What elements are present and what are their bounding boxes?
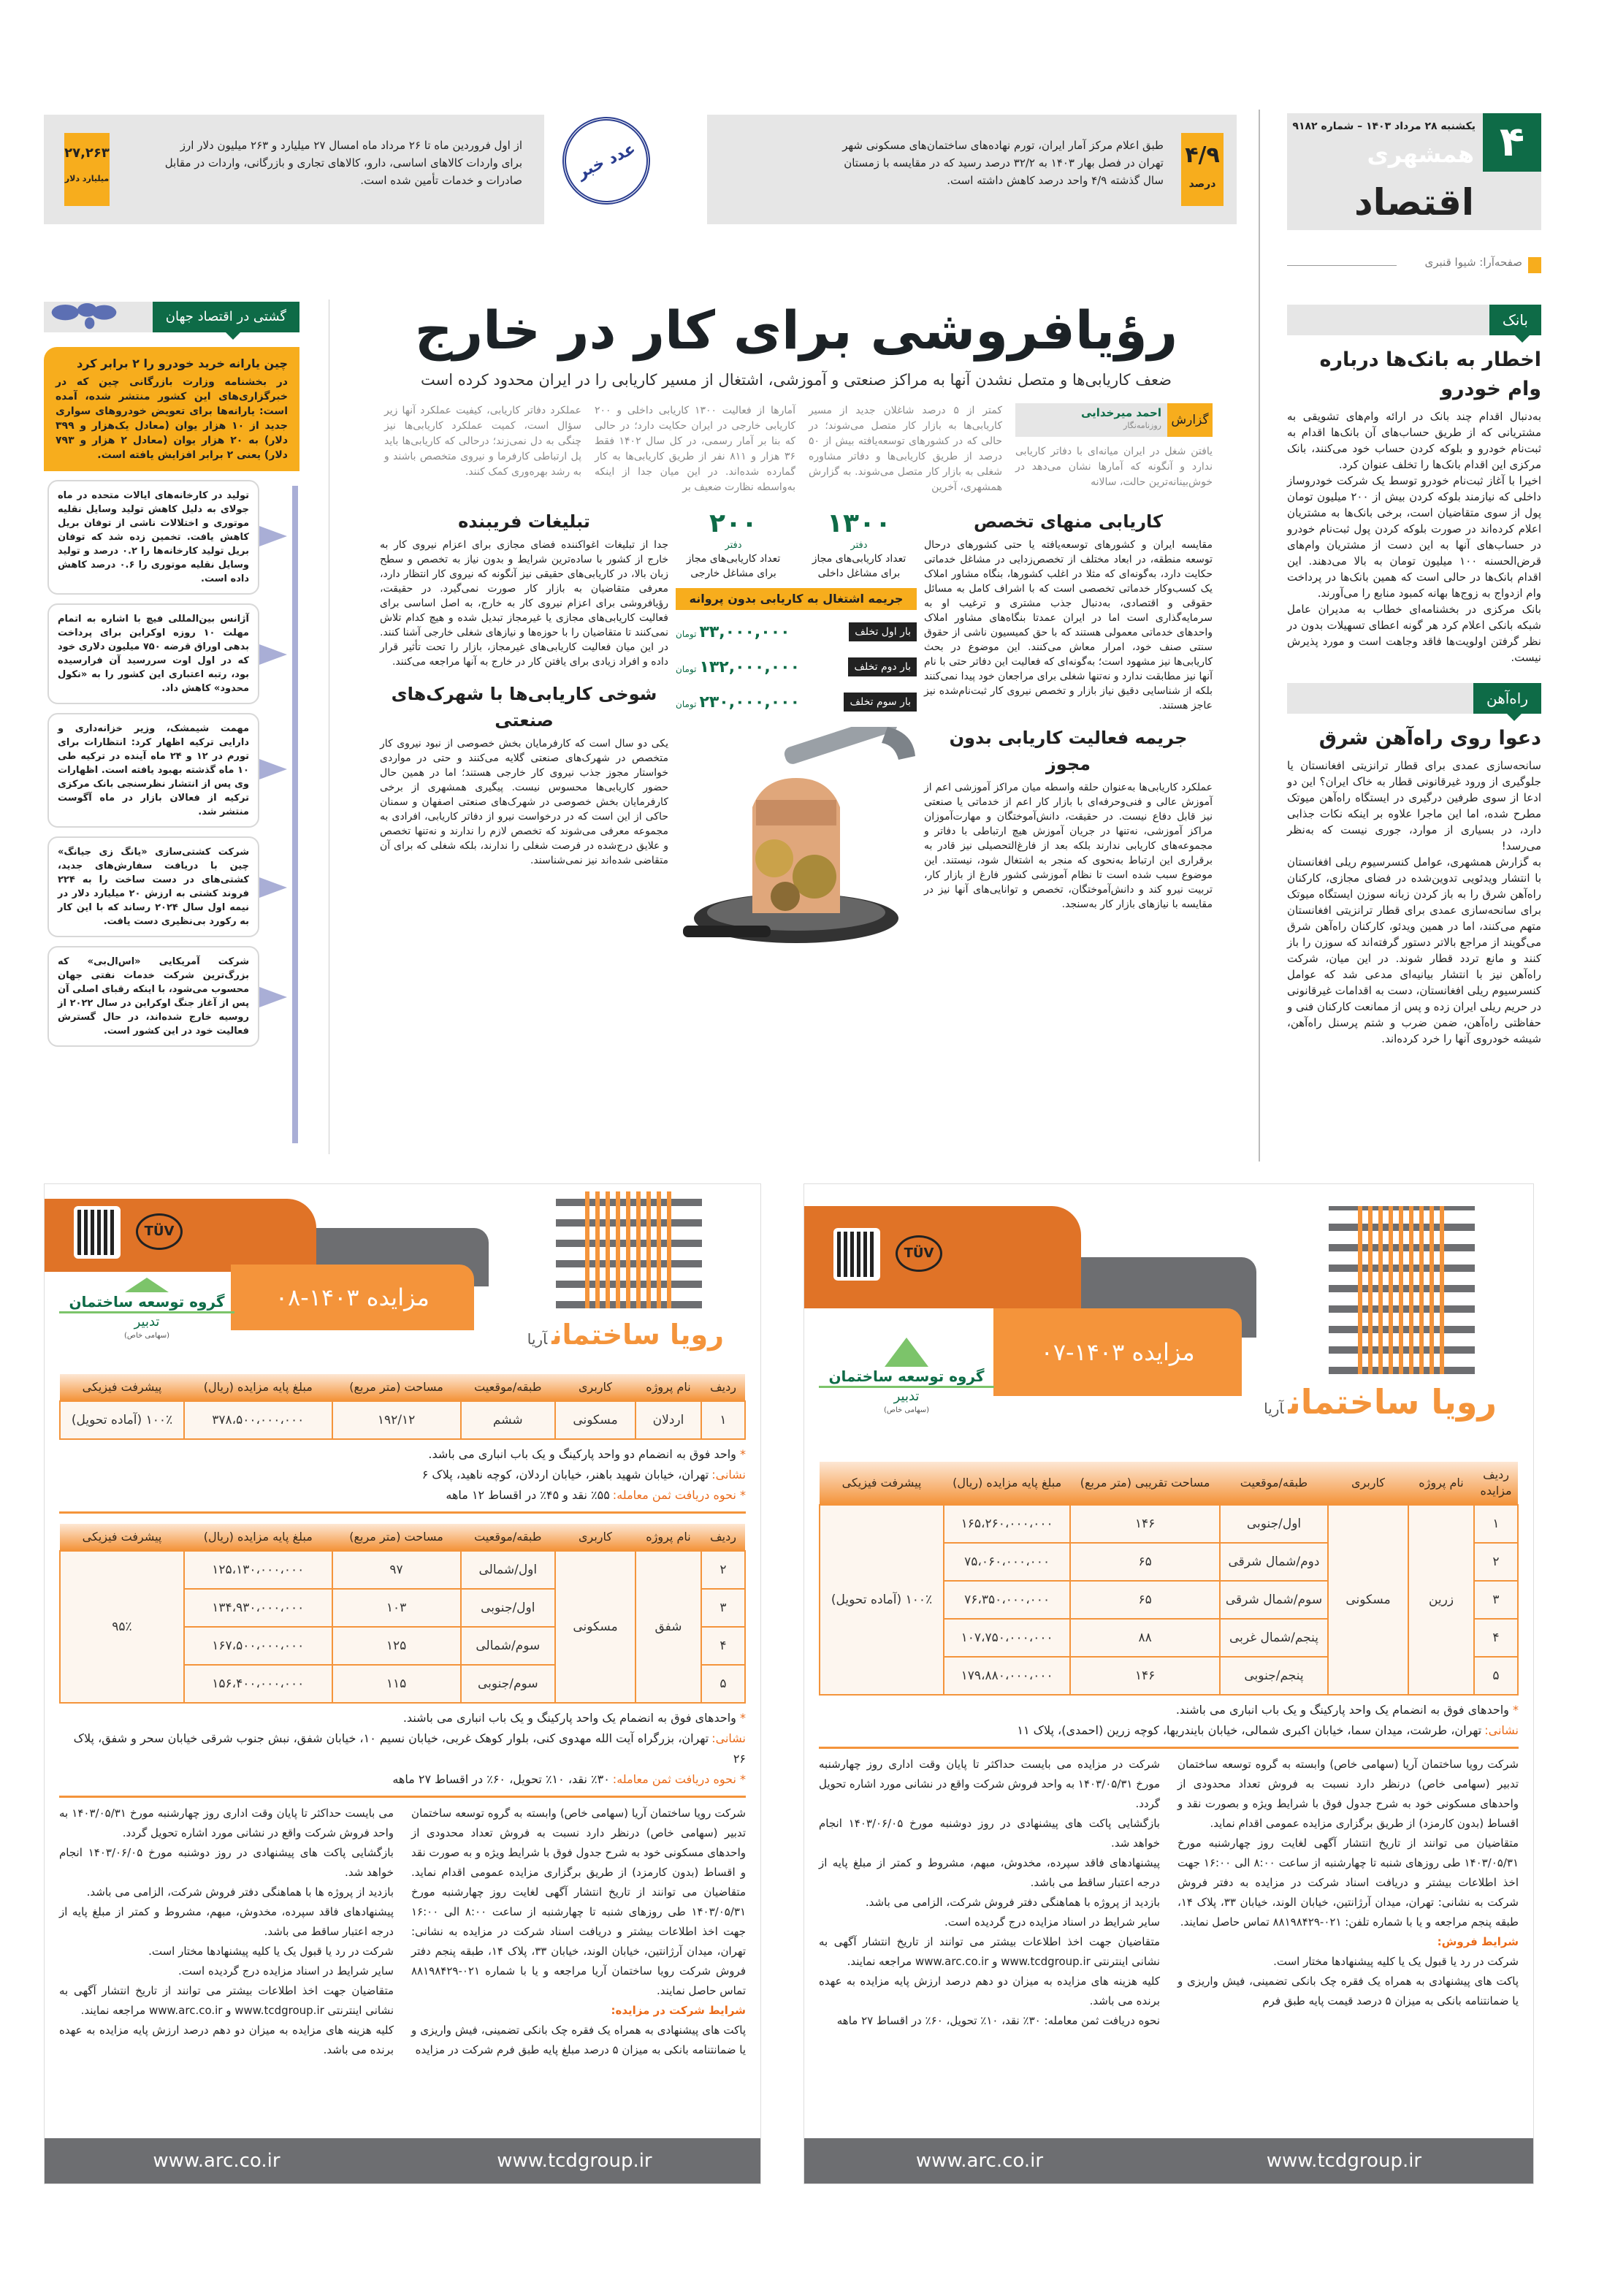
news-text: شرکت آمریکایی «اس‌ال‌بی» که بزرگ‌ترین شرکت خدمات نفتی جهان محسوب می‌شود، با اینکه رقبای اصلی آن پس از آغاز جنگ اوکراین در سال ۲۰۲۲ از روسیه خارج شده‌اند، در حال گسترش فعالیت خود در این کشور است. — [58, 956, 249, 1037]
auction-ad-1403-07 — [804, 1183, 1534, 2184]
feature-box — [44, 347, 299, 471]
table-note — [819, 1700, 1519, 1720]
paragraph: سانحه‌سازی عمدی برای قطار ترانزیتی افغانستان یا جلوگیری از ورود غیرقانونی قطار به خاک ایران؟ این دو ادعا از سوی طرفین درگیری در ایستگاه راه‌آهن میوتک مطرح شده، اما این ماجرا علاوه بر اینکه نکات جذابی دارد، در بسیاری از موارد، جوری نیست که به‌نظر می‌رسد! — [1287, 759, 1541, 853]
terms-paragraph: شرایط شرکت در مزایده: — [611, 2004, 746, 2017]
floor-position: پنجم/شمال غربی — [1220, 1619, 1328, 1657]
column-header: مساحت (متر مربع) — [332, 1524, 461, 1551]
usage: مسکونی — [1328, 1505, 1408, 1695]
ad-terms — [59, 1804, 746, 2060]
divider — [59, 1796, 746, 1798]
base-price: ۱۳۴،۹۳۰،۰۰۰،۰۰۰ — [184, 1589, 332, 1627]
column-header: مساحت تقریبی (متر مربع) — [1070, 1462, 1220, 1505]
terms-paragraph: متقاضیان جهت اخذ اطلاعات بیشتر می توانند از تاریخ انتشار آگهی به نشانی اینترنتی www.tcdgroup.ir و www.arc.co.ir مراجعه نمایند. — [59, 1984, 394, 2017]
project-name: زرین — [1408, 1505, 1474, 1695]
stat-unit: میلیارد دلار — [64, 174, 110, 183]
address-label: نشانی: — [711, 1731, 746, 1745]
terms-paragraph: بازدید از پروژه ها با هماهنگی دفتر فروش شرکت، الزامی می باشد. — [86, 1885, 394, 1899]
terms-paragraph: شرکت در مزایده می بایست حداکثر تا پایان وقت اداری روز چهارشنبه مورخ ۱۴۰۳/۰۵/۳۱ به واحد فروش شرکت واقع در نشانی مورد اشاره تحویل گردد. — [819, 1758, 1160, 1810]
base-price: ۱۵۶،۴۰۰،۰۰۰،۰۰۰ — [184, 1665, 332, 1703]
physical-progress: ۱۰۰٪ (آماده تحویل) — [60, 1401, 184, 1439]
address — [819, 1720, 1519, 1741]
fine-row — [676, 684, 917, 720]
page-number: ۴ — [1483, 113, 1541, 172]
tuv-text: TÜV — [904, 1246, 934, 1261]
table-header-row — [820, 1462, 1518, 1505]
article-kind: گزارش — [1167, 403, 1213, 437]
stat-unit: درصد — [1188, 178, 1216, 190]
partner-triangle-icon — [885, 1338, 928, 1367]
address-text: تهران، طرشت، میدان سما، خیابان اکبری شمالی، خیابان بایندریها، کوچه زرین (احمدی)، پلاک ۱۱ — [1017, 1723, 1482, 1737]
table-row — [60, 1401, 745, 1439]
news-text: آژانس بین‌المللی فیچ با اشاره به اتمام مهلت ۱۰ روزه اوکراین برای پرداخت بدهی اوراق قرضه ۷۵۰ میلیون دلاری خود که در اول اوت سررسید آن فرارسیده بود، رتبه اعتباری این کشور را به «نکول محدود» کاهش داد. — [58, 614, 250, 694]
article-headline: رؤیافروشی برای کار در خارج — [414, 300, 1178, 361]
column-header: پیشرفت فیزیکی — [60, 1524, 184, 1551]
section-header-rail — [1287, 683, 1541, 714]
column-header: ردیف — [701, 1524, 745, 1551]
section-tag: راه‌آهن — [1473, 683, 1541, 714]
section-body: عملکرد کاریابی‌ها به‌عنوان حلقه واسطه میان مراکز آموزشی اعم از آموزش عالی و فنی‌وحرفه‌ای با بازار کار اعم از خدماتی یا صنعتی نیز قابل دفاع نیست. در حقیقت، دانش‌آموختگان و مهارت‌آموزان مراکز آموزشی، نه‌تنها در جریان آموزش هیچ ارتباطی با دفاتر و مجموعه‌های کاریابی ندارند بلکه بعد از فارغ‌التحصیلی نیز قادر به برقراری این ارتباط به‌نحوی که منجر به اشتغال شود، نیستند. این موضوع سبب شده است تا نظام آموزشی کشور فارغ از بازار کار، تربیت نیرو کند و دانش‌آموختگان، تخصص و توانایی‌های آنها نیز در مقایسه با نیازهای بازار کار به‌سنجد. — [924, 782, 1213, 910]
area: ۱۴۶ — [1070, 1657, 1220, 1695]
author-box — [1015, 403, 1167, 437]
section-title: اقتصاد — [1354, 181, 1474, 224]
payment-text: ۳۰٪ نقد، ۱۰٪ تحویل، ۶۰٪ در اقساط ۲۷ ماهه — [392, 1772, 610, 1786]
main-article — [380, 292, 1213, 946]
news-item — [47, 603, 259, 704]
article-subtitle: ضعف کاریابی‌ها و متصل نشدن آنها به مراکز صنعتی و آموزشی، اشتغال از مسیر کاریابی را در ایران محدود کرده است — [421, 371, 1172, 389]
column-header: مبلغ پایه مزایده (ریال) — [184, 1374, 332, 1401]
stat-label: تعداد کاریابی‌های مجاز برای مشاغل خارجی — [686, 553, 781, 579]
fine-amount: ۱۳۲,۰۰۰,۰۰۰ — [699, 657, 801, 676]
paragraph: به گزارش همشهری، عوامل کنسرسیوم ریلی افغانستان با انتشار ویدئویی تدوین‌شده در فضای مجازی، کارکنان راه‌آهن شرق را به باز کردن زبانه سوزن ایستگاه میوتک برای سانحه‌سازی عمدی برای قطار ترانزیتی افغانستان متهم می‌کنند، اما در همین ویدئو، کارکنان راه‌آهن شرق می‌گویند از مراجع بالاتر دستور گرفته‌اند که سوزن را باز کنند و مانع تردد قطار شوند. در این میان، شرکت راه‌آهن نیز با انتشار بیانیه‌ای مدعی شد که عوامل کنسرسیوم ریلی افغانستان، دست به اقدامات غیرقانونی در حریم ریلی ایران زده و پس از ممانعت کارکنان فنی و حفاظتی راه‌آهن، ضمن ضرب و شتم پرسنل راه‌آهن، شیشه خودروی آنها را خرد کرده‌اند. — [1287, 855, 1541, 1045]
stat-number: ۱۳۰۰ — [827, 508, 891, 538]
partner-triangle-icon — [125, 1278, 169, 1292]
article-left-column — [380, 504, 668, 946]
paragraph: بانک مرکزی در بخشنامه‌ای خطاب به مدیران عامل شبکه بانکی اعلام کرد هر گونه اعطای تسهیلات بدون در نظر گرفتن اولویت‌ها فاقد وجاهت است و مورد پذیرش نیست. — [1287, 603, 1541, 664]
stat-domestic — [801, 508, 917, 581]
fine-amount: ۳۳,۰۰۰,۰۰۰ — [699, 622, 790, 641]
news-text: تولید در کارخانه‌های ایالات متحده در ماه جولای به دلیل کاهش تولید وسایل نقلیه موتوری و اختلالات ناشی از توفان بریل کاهش یافت. تخمین زده شد که توفان بریل تولید کارخانه‌ها را ۰.۲ درصد و تولید وسایل نقلیه موتوری را ۰.۶ درصد کاهش داده است. — [58, 490, 249, 584]
area: ۶۵ — [1070, 1543, 1220, 1581]
terms-paragraph: بازگشایی پاکت های پیشنهادی در روز دوشنبه مورخ ۱۴۰۳/۰۶/۰۵ انجام خواهد شد. — [819, 1817, 1160, 1850]
partner-name: گروه توسعه ساختمان — [828, 1368, 985, 1385]
stat-value-box — [64, 133, 110, 206]
section-header-bank — [1287, 305, 1541, 335]
footer-link[interactable]: www.tcdgroup.ir — [1266, 2150, 1422, 2172]
floor-position: سوم/شمال شرقی — [1220, 1581, 1328, 1619]
rail-headline: دعوا روی راه‌آهن شرق — [1318, 727, 1541, 750]
news-text: مهمت شیمشک، وزیر خزانه‌داری و دارایی ترکیه اظهار کرد: انتظارات برای تورم در ۱۲ و ۲۴ ماه آینده در ترکیه طی ۱۰ ماه گذشته بهبود یافته است. اظهارات وی پس از انتشار نظرسنجی بانک مرکزی ترکیه از فعالان بازار در ماه آگوست منتشر شد. — [58, 723, 249, 817]
terms-paragraph: پاکت های پیشنهادی به همراه یک فقره چک بانکی تضمینی، فیش واریزی و یا ضمانتنامه بانکی به میزان ۵ درصد قیمت پایه طبق فرم — [1177, 1975, 1519, 2007]
column-header: ردیف — [701, 1374, 745, 1401]
terms-paragraph: شرایط فروش: — [1437, 1935, 1519, 1948]
footer-link[interactable]: www.arc.co.ir — [915, 2150, 1044, 2172]
stat-label: تعداد کاریابی‌های مجاز برای مشاغل داخلی — [812, 553, 906, 579]
table-note — [59, 1708, 746, 1728]
base-price: ۱۲۵،۱۳۰،۰۰۰،۰۰۰ — [184, 1551, 332, 1589]
brand-name: رویا ساختمان — [1288, 1382, 1497, 1422]
base-price: ۷۶،۳۵۰،۰۰۰،۰۰۰ — [944, 1581, 1070, 1619]
row-number: ۴ — [1474, 1619, 1518, 1657]
layout-credit-text: صفحه‌آرا: شیوا قنبری — [1424, 256, 1522, 269]
area: ۱۴۶ — [1070, 1505, 1220, 1543]
byline — [1015, 403, 1213, 437]
floor-position: اول/جنوبی — [461, 1589, 555, 1627]
ad-footer — [45, 2138, 760, 2184]
infographic-stats — [676, 508, 917, 581]
paragraph: به‌دنبال اقدام چند بانک در ارائه وام‌های تشویقی به مشتریانی که از طریق حساب‌های آن بانک‌ها اقدام به ثبت‌نام خودرو و بلوکه کردن حساب خود می‌کنند، بانک مرکزی این اقدام بانک‌ها را تخلف عنوان کرد. — [1287, 410, 1541, 471]
bank-headline: اخطار به بانک‌ها درباره وام خودرو — [1319, 348, 1541, 400]
paper-logo: همشهری — [1367, 140, 1474, 168]
payment-terms — [59, 1485, 746, 1506]
stat-value: ۴/۹ — [1185, 142, 1220, 168]
brand-name-group — [527, 1314, 724, 1361]
section-body: یکی دو سال است که کارفرمایان بخش خصوصی از نبود نیروی کار متخصص در شهرک‌های صنعتی گلایه می‌کنند و حتی در مواردی خواستار مجوز جذب نیروی کار خارجی هستند؛ اما در همین حال حضور کاریابی‌ها محسوس نیست. پیگیری همشهری از برخی کارفرمایان بخش خصوصی در شهرک‌های صنعتی اصفهان و سمنان حاکی از این است که در درخواست نیرو از دفاتر کاریابی، افرادی به مجموعه معرفی می‌شوند که تخصص لازم را ندارند و نه‌تنها تخصص و علایق درج‌شده در فرصت شغلی را ندارند، بلکه شغلی که برای آن متقاضی شده‌اند نیز نمی‌شناسند. — [380, 738, 668, 866]
terms-paragraph: شرکت در رد یا قبول یک یا کلیه پیشنهادها مختار است. — [1273, 1955, 1519, 1968]
star-icon: * — [736, 1772, 746, 1786]
terms-column — [819, 1755, 1160, 2031]
terms-paragraph: کلیه هزینه های مزایده به میزان دو دهم درصد ارزش پایه مزایده به عهده برنده می باشد. — [819, 1975, 1160, 2007]
terms-paragraph: بازگشایی پاکت های پیشنهادی در روز دوشنبه مورخ ۱۴۰۳/۰۶/۰۵ انجام خواهد شد. — [59, 1846, 394, 1879]
stat-text: از اول فروردین ماه تا ۲۶ مرداد ماه امسال ۲۷ میلیارد و ۲۶۳ میلیون دلار ارز برای واردات کالاهای اساسی، دارو، کالاهای تجاری و بازرگانی، واردات در مقابل صادرات و خدمات تأمین شده است. — [164, 139, 522, 187]
row-number: ۲ — [701, 1551, 745, 1589]
stat-text: طبق اعلام مرکز آمار ایران، تورم نهاده‌های ساختمان‌های مسکونی شهر تهران در فصل بهار ۱۴۰۳ به ۳۲/۲ درصد رسید که در مقایسه با زمستان سال گذشته ۴/۹ واحد درصد کاهش داشته است. — [842, 139, 1164, 187]
fine-unit: تومان — [676, 698, 697, 709]
row-number: ۲ — [1474, 1543, 1518, 1581]
terms-paragraph: می بایست حداکثر تا پایان وقت اداری روز چهارشنبه مورخ ۱۴۰۳/۰۵/۳۱ به واحد فروش شرکت واقع در نشانی مورد اشاره تحویل گردد. — [59, 1807, 394, 1839]
world-map-icon — [48, 293, 121, 337]
ad-body — [819, 1462, 1519, 2031]
ad-footer — [804, 2138, 1533, 2184]
section-body: جدا از تبلیغات اغواکننده فضای مجازی برای اعزام نیروی کار به خارج از کشور با ساده‌ترین شرایط و بدون نیاز به تخصص و سطح زبان بالا، در کاریابی‌های حقیقی نیز آنگونه که نیروی کار انتظار دارد، معرفی متقاضیان به بازار کار صورت نمی‌گیرد. در حقیقت، رؤیافروشی برای اعزام نیروی کار به خارج، به اصل اساسی برای فعالیت کاریابی‌های مجازی یا غیرمجاز تبدیل شده و هیچ کدام تلاش نمی‌کنند تا متقاضیان را با حوزه‌ها و نیازهای شغلی خارجی آشنا کنند. در این میان فعالیت کاریابی‌های غیرمجاز، بازار را تحت تأثیر قرار داده و افراد زیادی برای یافتن کار در خارج به آنها مراجعه می‌کنند. — [380, 539, 668, 668]
partner-logo — [819, 1338, 994, 1415]
auction-table — [59, 1374, 746, 1440]
row-number: ۳ — [1474, 1581, 1518, 1619]
brand-name: رویا ساختمان — [551, 1319, 724, 1351]
stamp-text: عدد خبر — [574, 139, 638, 183]
fine-title: جریمه اشتغال به کاریابی بدون پروانه — [676, 588, 917, 610]
terms-column — [1177, 1755, 1519, 2031]
column-header: مبلغ پایه مزایده (ریال) — [184, 1524, 332, 1551]
star-icon: * — [736, 1447, 746, 1461]
star-icon: * — [736, 1711, 746, 1725]
stat-unit: دفتر — [850, 540, 868, 551]
fine-row — [676, 614, 917, 649]
masthead — [1287, 113, 1541, 230]
terms-paragraph: سایر شرایط در اسناد مزایده درج گردیده است. — [944, 1915, 1160, 1929]
wrench-hand-illustration — [676, 727, 917, 946]
stat-foreign — [676, 508, 791, 581]
partner-sub: تدبیر — [819, 1386, 994, 1406]
brand-sub: آریا — [527, 1330, 548, 1348]
tuv-cert-logo — [136, 1213, 183, 1250]
column-header: مبلغ پایه مزایده (ریال) — [944, 1462, 1070, 1505]
fine-amount-group — [676, 658, 800, 676]
floor-position: ششم — [461, 1401, 555, 1439]
news-item — [47, 836, 259, 937]
article-columns — [380, 504, 1213, 946]
payment-text: ۵۵٪ نقد و ۴۵٪ در اقساط ۱۲ ماهه — [446, 1488, 610, 1502]
news-item — [47, 480, 259, 595]
floor-position: پنجم/جنوبی — [1220, 1657, 1328, 1695]
terms-paragraph: پیشنهادهای فاقد سپرده، مخدوش، مبهم، مشروط و کمتر از مبلغ پایه از درجه اعتبار ساقط می باشد. — [59, 1905, 394, 1938]
floor-position: سوم/شمالی — [461, 1627, 555, 1665]
stat-value-box — [1181, 133, 1224, 206]
article-right-column — [924, 504, 1213, 946]
column-header: کاربری — [555, 1524, 635, 1551]
area: ۱۰۳ — [332, 1589, 461, 1627]
auction-title: مزایده ۱۴۰۳-۰۷ — [1040, 1338, 1195, 1366]
infographic — [676, 504, 917, 720]
footer-link[interactable]: www.arc.co.ir — [153, 2150, 280, 2172]
usage: مسکونی — [555, 1551, 635, 1703]
feature-body: در بخشنامه وزارت بازرگانی چین که در خبرگزاری‌های این کشور منتشر شده، آمده است: یارانه‌ها برای تعویض خودروهای سواری جدید از ۱۰ هزار یوان (معادل یک‌هزار و ۳۹۹ دلار) به ۲۰ هزار یوان (معادل ۲ هزار و ۷۹۳ دلار) یعنی ۲ برابر افزایش یافته است. — [56, 376, 288, 461]
rail-body — [1287, 758, 1541, 1047]
partner-note: (سهامی خاص) — [123, 1332, 170, 1340]
column-header: ردیف مزایده — [1474, 1462, 1518, 1505]
base-price: ۳۷۸،۵۰۰،۰۰۰،۰۰۰ — [184, 1401, 332, 1439]
section-heading: شوخی کاریابی‌ها با شهرک‌های صنعتی — [391, 684, 657, 731]
section-body: مقایسه ایران و کشورهای توسعه‌یافته یا حتی کشورهای درحال توسعه منطقه، در ابعاد مختلف از تخصص‌زدایی در مشاغل خدماتی حکایت دارد، به‌گونه‌ای که مثلا در اغلب کشورها، بنگاه مشاور املاک یک کسب‌وکار خدماتی تخصصی است که با اشراف کامل به مسائل حقوقی و اقتصادی، به‌دنبال جذب مشتری و ترغیب او به سرمایه‌گذاری است اما در ایران عمدتا بنگاه‌های مشاور املاک واحدهای خدماتی معمولی هستند که با حق کمیسیون ناشی از حقوق سنتی صنف خود، امرار معاش می‌کنند. این موضوع در بحث کاریابی‌ها نیز مشهود است؛ به‌گونه‌ای که فعالیت این دفاتر حتی با نام آنها نیز مطابقت ندارد و نه‌تنها شغلی برای مراجعان خود پیدا نمی‌کنند بلکه از شناسایی دقیق نیاز بازار و تخصص نیروی کار ثبت‌نام‌شده نیز عاجز هستند. — [924, 539, 1213, 712]
issue-date: یکشنبه ۲۸ مرداد ۱۴۰۳ – شماره ۹۱۸۲ — [1292, 121, 1476, 132]
author-name: احمد میرخدایی — [1080, 406, 1161, 419]
auction-title-band — [993, 1308, 1241, 1396]
column-header: طبقه/موقعیت — [461, 1524, 555, 1551]
stat-number: ۲۰۰ — [709, 508, 757, 538]
fine-label: بار سوم تخلف — [844, 693, 917, 712]
auction-ad-1403-08 — [44, 1183, 761, 2184]
ad-body — [59, 1374, 746, 2060]
terms-paragraph: متقاضیان می توانند از تاریخ انتشار آگهی لغایت روز چهارشنبه مورخ ۱۴۰۳/۰۵/۳۱ طی روزهای شنبه تا چهارشنبه از ساعت ۸:۰۰ الی ۱۶:۰۰ جهت اخذ اطلاعات بیشتر و دریافت اسناد شرکت در مزایده به دفتر فروش شرکت به نشانی: تهران، میدان آرژانتین، خیابان الوند، خیابان ۳۳، پلاک ۱۴، طبقه پنجم مراجعه و یا با شماره تلفن: ۰۲۱-۸۸۱۹۸۴۲۹ تماس حاصل نمایند. — [1177, 1837, 1519, 1929]
table-row — [60, 1551, 745, 1589]
area: ۹۷ — [332, 1551, 461, 1589]
footer-link[interactable]: www.tcdgroup.ir — [497, 2150, 652, 2172]
lead-paragraph: آمارها از فعالیت ۱۳۰۰ کاریابی داخلی و ۲۰۰ کاریابی خارجی در ایران حکایت دارد؛ در حالی که بنا بر آمار رسمی، در کل سال ۱۴۰۲ فقط ۳۶ هزار و ۸۱۱ نفر از طریق کاریابی‌ها به کار گمارده شده‌اند. در این میان جدا از اینکه به‌واسطه نظارت ضعیف بر — [595, 405, 796, 493]
bank-body — [1287, 408, 1541, 665]
column-header: مساحت (متر مربع) — [332, 1374, 461, 1401]
note-text: واحدهای فوق به انضمام یک واحد پارکینگ و یک باب انباری می باشند. — [402, 1711, 736, 1725]
building-icon — [556, 1191, 702, 1308]
brand-logo — [1264, 1206, 1511, 1447]
lead-paragraph: عملکرد دفاتر کاریابی، کیفیت عملکرد آنها زیر سؤال است، کمیت عملکرد کاریابی‌ها نیز چنگی به دل نمی‌زند؛ درحالی که کاریابی‌ها باید پل ارتباطی کارفرما و نیروی متخصص باشند و به رشد بهره‌وری کمک کنند. — [384, 405, 581, 478]
area: ۱۲۵ — [332, 1627, 461, 1665]
stamp-label — [548, 102, 664, 218]
article-center-column — [676, 504, 917, 946]
payment-label: نحوه دریافت ثمن معامله: — [612, 1488, 736, 1502]
physical-progress: ۱۰۰٪ (آماده تحویل) — [820, 1505, 944, 1695]
star-icon: * — [1508, 1703, 1519, 1717]
column-header: کاربری — [1328, 1462, 1408, 1505]
physical-progress: ۹۵٪ — [60, 1551, 184, 1703]
terms-paragraph: سایر شرایط در اسناد مزایده درج گردیده است. — [178, 1964, 394, 1977]
auction-title: مزایده ۱۴۰۳-۰۸ — [275, 1284, 430, 1311]
fine-amount-group — [676, 623, 790, 641]
fine-amount-group — [676, 693, 800, 712]
fine-label: بار دوم تخلف — [848, 657, 917, 676]
auction-title-band — [231, 1265, 474, 1330]
area: ۱۱۵ — [332, 1665, 461, 1703]
payment-terms — [59, 1769, 746, 1790]
payment-label: نحوه دریافت ثمن معامله: — [612, 1772, 736, 1786]
address-label: نشانی: — [711, 1468, 746, 1481]
terms-paragraph: بازدید از پروژه با هماهنگی دفتر فروش شرکت، الزامی می باشد. — [865, 1896, 1160, 1909]
terms-paragraph: شرکت رویا ساختمان آریا (سهامی خاص) وابسته به گروه توسعه ساختمان تدبیر (سهامی خاص) درنظر دارد نسبت به فروش تعداد محدودی از واحدهای مسکونی خود به شرح جدول فوق با شرایط ویژه و به صورت نقد و اقساط (بدون کارمزد) از طریق برگزاری مزایده عمومی اقدام نماید. متقاضیان می توانند از تاریخ انتشار آگهی لغایت روز چهارشنبه مورخ ۱۴۰۳/۰۵/۳۱ طی روزهای شنبه تا چهارشنبه از ساعت ۸:۰۰ الی ۱۶:۰۰ جهت اخذ اطلاعات بیشتر و دریافت اسناد شرکت در مزایده به نشانی: تهران، میدان آرژانتین، خیابان الوند، خیابان ۳۳، پلاک ۱۴، طبقه پنجم دفتر فروش شرکت رویا ساختمان آریا مراجعه و یا با شماره ۰۲۱-۸۸۱۹۸۴۲۹ تماس حاصل نمایند. — [411, 1807, 747, 1997]
column-header: پیشرفت فیزیکی — [820, 1462, 944, 1505]
column-header: طبقه/موقعیت — [461, 1374, 555, 1401]
address — [59, 1728, 746, 1769]
note-text: واحدهای فوق به انضمام یک واحد پارکینگ و یک باب انباری می باشند. — [1175, 1703, 1509, 1717]
right-sidebar — [1287, 305, 1541, 1047]
terms-paragraph: نحوه دریافت ثمن معامله: ۳۰٪ نقد، ۱۰٪ تحویل، ۶۰٪ در اقساط ۲۷ ماهه — [836, 2014, 1160, 2027]
author-role: روزنامه‌نگار — [1123, 421, 1161, 430]
base-price: ۱۰۷،۷۵۰،۰۰۰،۰۰۰ — [944, 1619, 1070, 1657]
ad-header — [45, 1184, 760, 1367]
divider — [819, 1747, 1519, 1749]
fine-label: بار اول تخلف — [849, 622, 917, 641]
stat-value: ۲۷,۲۶۳ — [64, 145, 110, 161]
lead-columns — [380, 403, 1213, 495]
terms-paragraph: شرکت در رد یا قبول یک یا کلیه پیشنهادها مختار است. — [148, 1945, 394, 1958]
building-icon — [1329, 1206, 1475, 1374]
partner-name: گروه توسعه ساختمان — [69, 1293, 225, 1311]
fine-unit: تومان — [676, 628, 697, 639]
partner-sub: تدبیر — [59, 1311, 234, 1331]
fines-list — [676, 614, 917, 720]
area: ۶۵ — [1070, 1581, 1220, 1619]
ad-terms — [819, 1755, 1519, 2031]
stat-box-housing — [707, 115, 1237, 224]
column-header: طبقه/موقعیت — [1220, 1462, 1328, 1505]
section-header-world — [44, 302, 299, 332]
qr-code-icon — [833, 1228, 880, 1281]
row-number: ۳ — [701, 1589, 745, 1627]
star-icon: * — [736, 1488, 746, 1502]
section-tag: گشتی در اقتصاد جهان — [153, 302, 299, 332]
brand-logo — [519, 1191, 738, 1363]
column-header: نام پروژه — [635, 1524, 701, 1551]
news-item — [47, 946, 259, 1047]
lead-paragraph: کمتر از ۵ درصد شاغلان جدید از مسیر کاریابی‌ها به بازار کار متصل می‌شوند؛ در حالی که در کشورهای توسعه‌یافته بیش از ۵۰ درصد از طریق کاریابی‌ها و دفاتر مشاوره شغلی به بازار کار متصل می‌شوند. به گزارش همشهری، آخرین — [809, 405, 1002, 493]
lead-paragraph: یافتن شغل در ایران میانه‌ای با دفاتر کاریابی ندارد و آنگونه که آمارها نشان می‌دهد در خوش‌بینانه‌ترین حالت، سالانه — [1015, 446, 1213, 488]
address-label: نشانی: — [1484, 1723, 1519, 1737]
left-sidebar — [44, 302, 299, 1047]
project-name: شفق — [635, 1551, 701, 1703]
usage: مسکونی — [555, 1401, 635, 1439]
terms-paragraph: متقاضیان جهت اخذ اطلاعات بیشتر می توانند از تاریخ انتشار آگهی به نشانی اینترنتی www.tcdgroup.ir و www.arc.co.ir مراجعه نمایند. — [819, 1935, 1160, 1968]
table-row — [820, 1505, 1518, 1543]
auction-table — [819, 1462, 1519, 1696]
terms-column — [59, 1804, 394, 2060]
news-item — [47, 713, 259, 828]
section-heading: تبلیغات فریبنده — [458, 511, 590, 532]
base-price: ۱۷۹،۸۸۰،۰۰۰،۰۰۰ — [944, 1657, 1070, 1695]
column-header: پیشرفت فیزیکی — [60, 1374, 184, 1401]
news-text: شرکت کشتی‌سازی «یانگ زی جیانگ» چین با دریافت سفارش‌های جدید، کشتی‌های در دست ساخت را به ۲۲۴ فروند کشتی به ارزش ۲۰ میلیارد دلار در نیمه اول سال ۲۰۲۴ رساند که با این کار به رکورد بی‌نظیری دست یافت. — [58, 847, 249, 927]
section-heading: جریمه فعالیت کاریابی بدون مجوز — [949, 728, 1188, 774]
row-number: ۵ — [1474, 1657, 1518, 1695]
row-number: ۱ — [1474, 1505, 1518, 1543]
stat-box-imports — [44, 115, 544, 224]
floor-position: اول/شمالی — [461, 1551, 555, 1589]
bookmark-icon — [1528, 257, 1541, 273]
section-heading: کاریابی منهای تخصص — [973, 511, 1164, 532]
fine-amount: ۲۳۰,۰۰۰,۰۰۰ — [699, 693, 801, 712]
floor-position: اول/جنوبی — [1220, 1505, 1328, 1543]
note-text: واحد فوق به انضمام دو واحد پارکینگ و یک باب انباری می باشد. — [428, 1447, 736, 1461]
ad-header — [804, 1184, 1533, 1454]
floor-position: دوم/شمال شرقی — [1220, 1543, 1328, 1581]
fine-row — [676, 649, 917, 684]
base-price: ۱۶۵،۲۶۰،۰۰۰،۰۰۰ — [944, 1505, 1070, 1543]
tuv-cert-logo — [896, 1235, 942, 1272]
project-name: اردلان — [635, 1401, 701, 1439]
qr-code-icon — [74, 1206, 121, 1259]
brand-name-group — [1264, 1381, 1497, 1430]
base-price: ۷۵،۰۶۰،۰۰۰،۰۰۰ — [944, 1543, 1070, 1581]
divider — [59, 1511, 746, 1514]
terms-paragraph: پیشنهادهای فاقد سپرده، مخدوش، مبهم، مشروط و کمتر از مبلغ پایه از درجه اعتبار ساقط می باشد. — [819, 1856, 1160, 1889]
row-number: ۵ — [701, 1665, 745, 1703]
section-tag: بانک — [1489, 305, 1541, 335]
column-header: کاربری — [555, 1374, 635, 1401]
terms-paragraph: شرکت رویا ساختمان آریا (سهامی خاص) وابسته به گروه توسعه ساختمان تدبیر (سهامی خاص) درنظر دارد نسبت به فروش تعداد محدودی از واحدهای مسکونی خود به شرح جدول فوق با شرایط ویژه و بصورت نقد و اقساط (بدون کارمزد) از طریق برگزاری مزایده عمومی اقدام نماید. — [1177, 1758, 1519, 1830]
partner-logo — [59, 1278, 234, 1340]
area: ۸۸ — [1070, 1619, 1220, 1657]
feature-title: چین یارانه خرید خودرو را ۲ برابر کرد — [77, 356, 288, 370]
terms-paragraph: کلیه هزینه های مزایده به میزان دو دهم درصد ارزش پایه مزایده به عهده برنده می باشد. — [59, 2024, 394, 2056]
area: ۱۹۲/۱۲ — [332, 1401, 461, 1439]
terms-column — [411, 1804, 746, 2060]
divider — [1287, 265, 1397, 266]
lead-first-column — [1015, 403, 1213, 495]
table-note — [59, 1444, 746, 1465]
column-header: نام پروژه — [635, 1374, 701, 1401]
table-header-row — [60, 1524, 745, 1551]
address-text: تهران، خیابان شهید باهنر، خیابان اردلان، کوچه ناهید، پلاک ۶ — [421, 1468, 709, 1481]
base-price: ۱۶۷،۵۰۰،۰۰۰،۰۰۰ — [184, 1627, 332, 1665]
column-header: نام پروژه — [1408, 1462, 1474, 1505]
address — [59, 1465, 746, 1485]
table-header-row — [60, 1374, 745, 1401]
auction-table — [59, 1524, 746, 1704]
row-number: ۴ — [701, 1627, 745, 1665]
fine-unit: تومان — [676, 663, 697, 674]
layout-credit — [1287, 254, 1541, 276]
address-text: تهران، بزرگراه آیت الله مهدوی کنی، بلوار کوهک غربی، خیابان نسیم ۱۰، خیابان شفق، نبش جنوب شرقی خیابان سحر و شفق، پلاک ۲۶ — [73, 1731, 746, 1766]
tuv-text: TÜV — [144, 1224, 175, 1239]
floor-position: سوم/جنوبی — [461, 1665, 555, 1703]
vertical-divider — [1259, 110, 1260, 1162]
row-number: ۱ — [701, 1401, 745, 1439]
partner-note: (سهامی خاص) — [883, 1406, 930, 1414]
paragraph: اخیرا با آغاز ثبت‌نام خودرو توسط یک شرکت خودروساز داخلی که نیازمند بلوکه کردن بیش از ۲۰۰ میلیون تومان پول از سوی متقاضیان است، برخی بانک‌ها به مشتریان اعلام کرده‌اند در صورت بلوکه کردن پول ثبت‌نام خودرو در حساب‌های آنها به این دست از مشتریان وام‌های قرض‌الحسنه ۱۰۰ میلیون تومان به بالا می‌دهند. این اقدام بانک‌ها در حالی است که همین بانک‌ها در پرداخت وام ازدواج به زوج‌ها بهانه کمبود منابع را می‌آورند. — [1287, 474, 1541, 600]
terms-paragraph: پاکت های پیشنهادی به همراه یک فقره چک بانکی تضمینی، فیش واریزی و یا ضمانتنامه بانکی به میزان ۵ درصد مبلغ پایه طبق فرم شرکت در مزایده — [411, 2024, 746, 2056]
brand-sub: آریا — [1264, 1400, 1284, 1417]
stat-unit: دفتر — [725, 540, 742, 551]
